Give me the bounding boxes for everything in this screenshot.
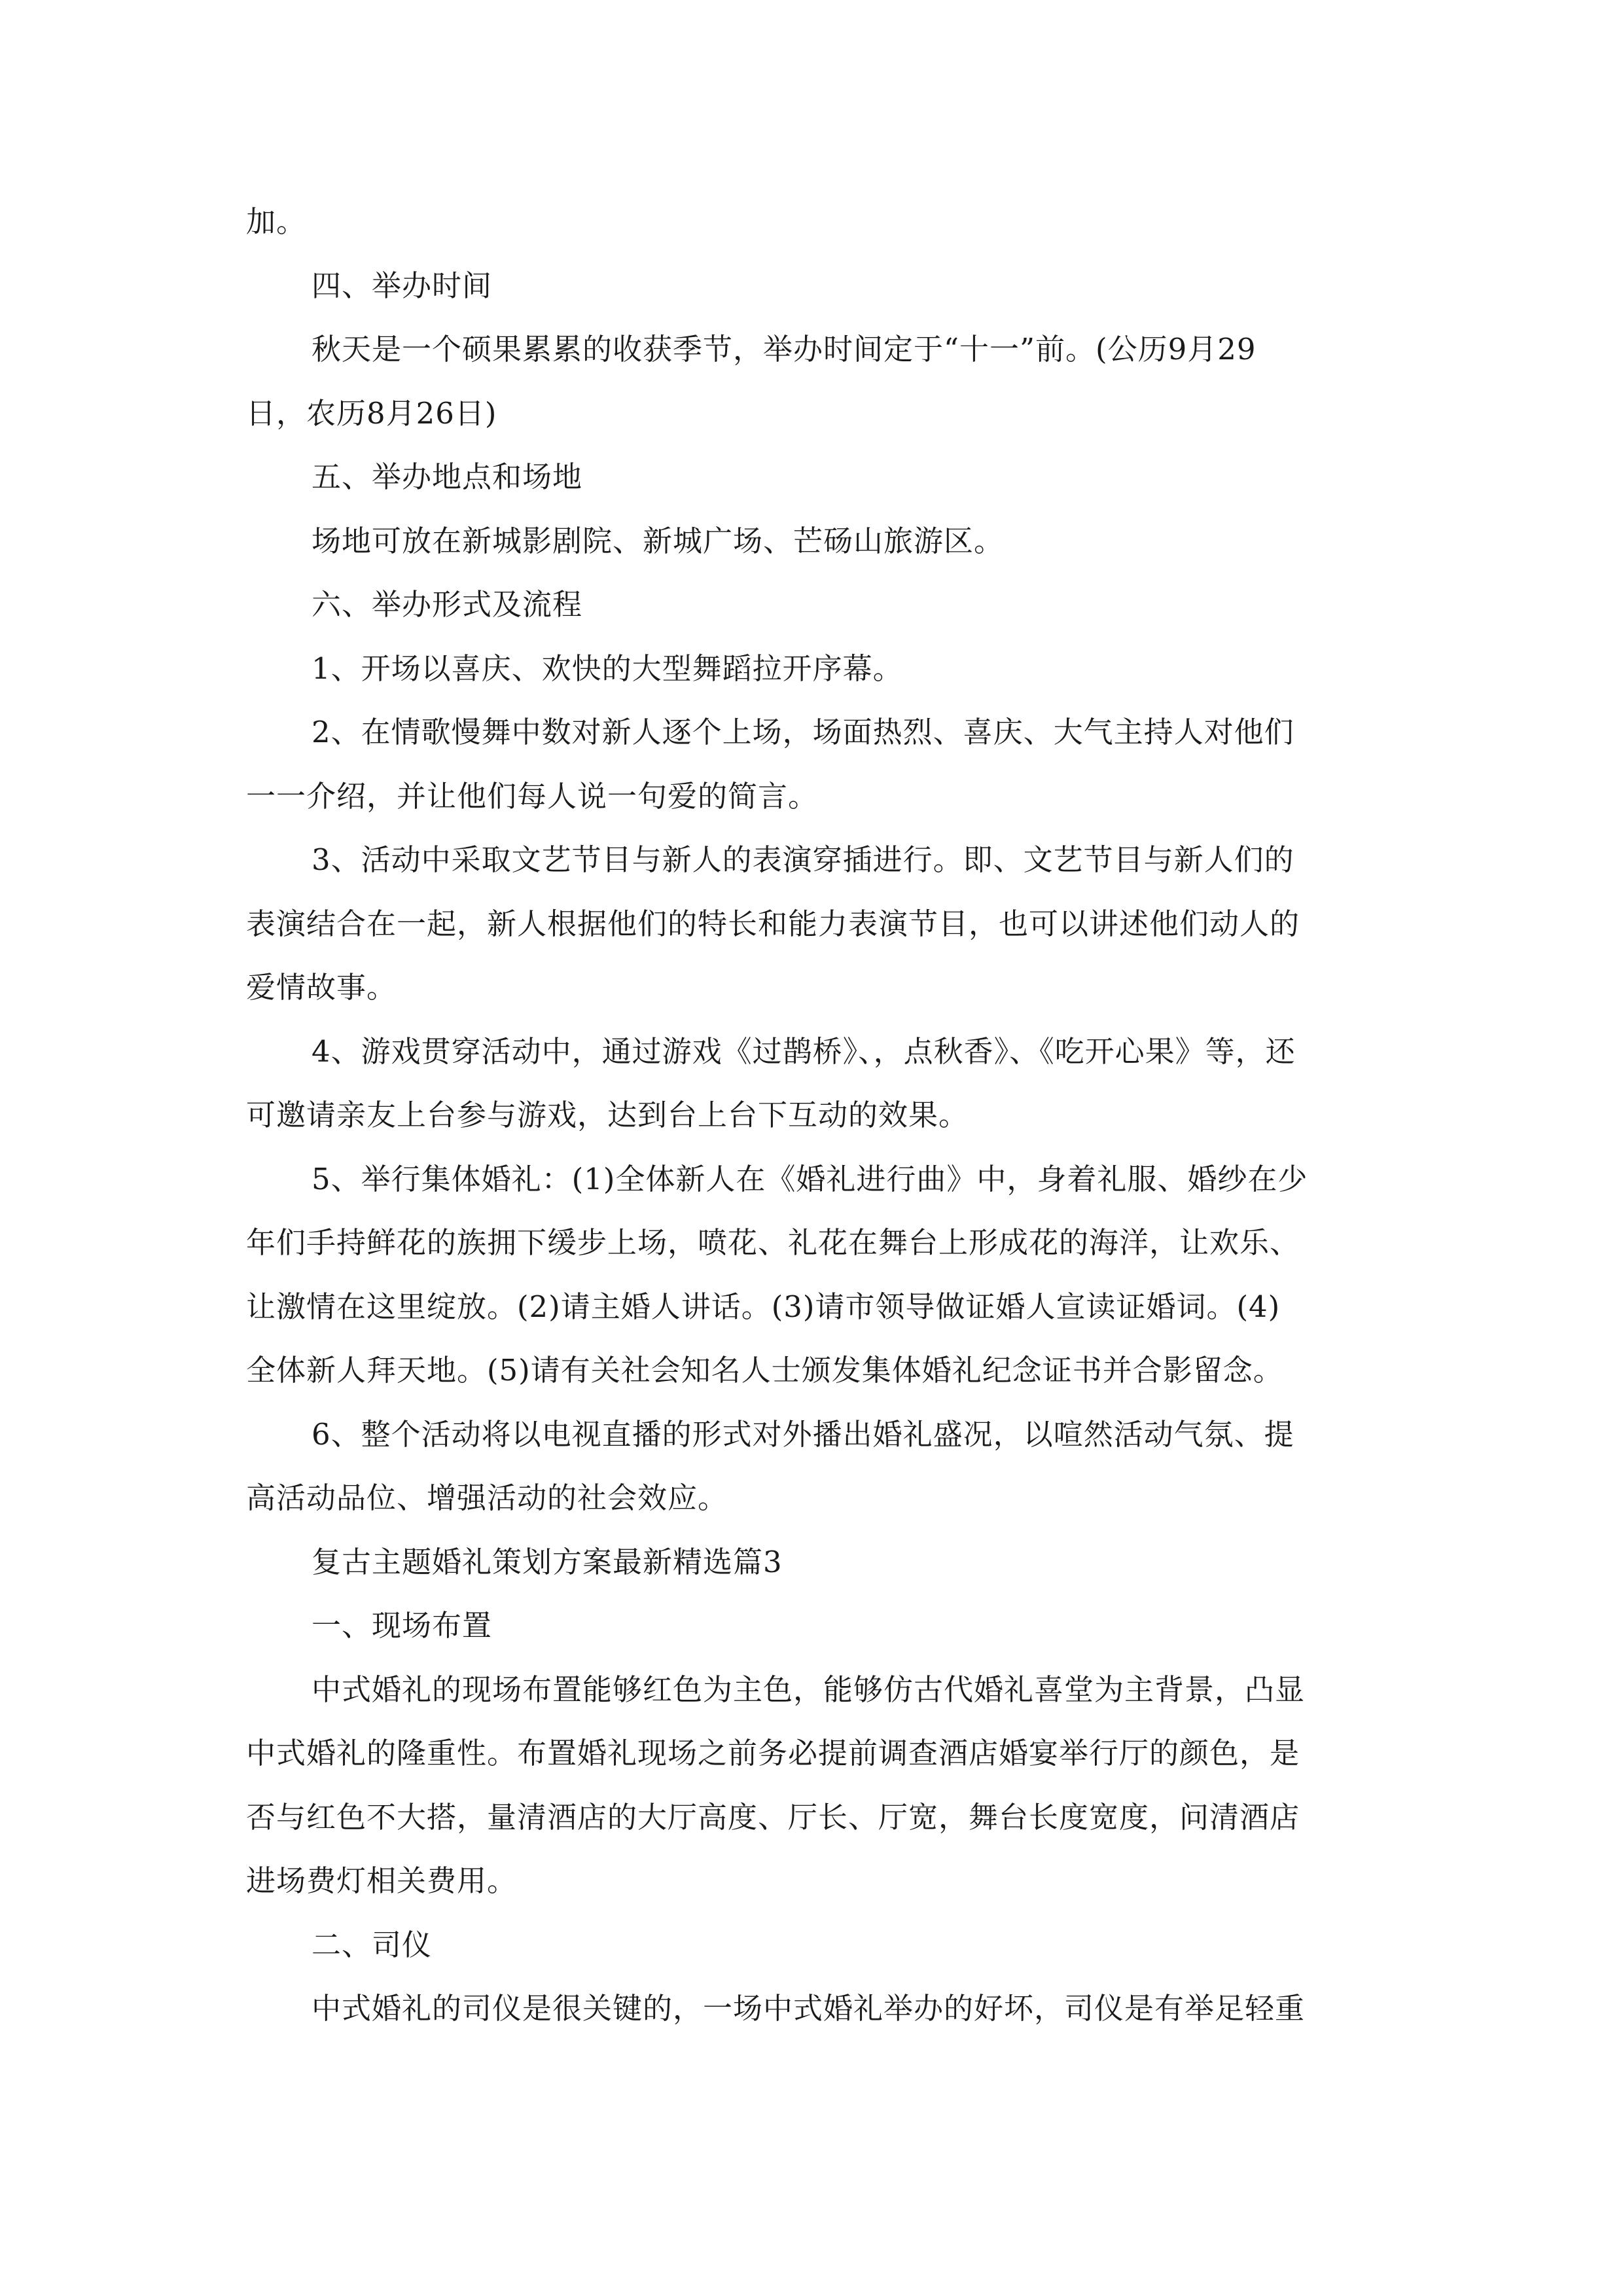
text-line: 日，农历8月26日) xyxy=(246,395,497,431)
section-heading: 六、举办形式及流程 xyxy=(312,587,583,622)
text-line: 秋天是一个硕果累累的收获季节，举办时间定于“十一”前。(公历9月29 xyxy=(312,332,1257,367)
text-line: 4、游戏贯穿活动中，通过游戏《过鹊桥》、，点秋香》、《吃开心果》等，还 xyxy=(312,1033,1296,1069)
text-line: 否与红色不大搭，量清酒店的大厅高度、厅长、厅宽，舞台长度宽度，问清酒店 xyxy=(246,1799,1300,1835)
text-line: 中式婚礼的隆重性。布置婚礼现场之前务必提前调查酒店婚宴举行厅的颜色，是 xyxy=(246,1736,1300,1770)
text-line: 一一介绍，并让他们每人说一句爱的简言。 xyxy=(246,778,819,814)
text-line: 全体新人拜天地。(5)请有关社会知名人士颁发集体婚礼纪念证书并合影留念。 xyxy=(246,1353,1283,1388)
text-line: 让激情在这里绽放。(2)请主婚人讲话。(3)请市领导做证婚人宣读证婚词。(4) xyxy=(246,1289,1281,1324)
section-heading: 一、现场布置 xyxy=(312,1608,493,1643)
text-line: 可邀请亲友上台参与游戏，达到台上台下互动的效果。 xyxy=(246,1098,969,1132)
article-title: 复古主题婚礼策划方案最新精选篇3 xyxy=(312,1544,783,1579)
text-line: 场地可放在新城影剧院、新城广场、芒砀山旅游区。 xyxy=(312,523,1005,558)
section-heading: 四、举办时间 xyxy=(312,268,493,303)
section-heading: 五、举办地点和场地 xyxy=(312,459,583,494)
text-line: 中式婚礼的司仪是很关键的，一场中式婚礼举办的好坏，司仪是有举足轻重 xyxy=(312,1991,1306,2026)
text-line: 进场费灯相关费用。 xyxy=(246,1863,518,1898)
text-line: 3、活动中采取文艺节目与新人的表演穿插进行。即、文艺节目与新人们的 xyxy=(312,842,1294,877)
body-text xyxy=(246,190,1378,2041)
text-line: 高活动品位、增强活动的社会效应。 xyxy=(246,1480,728,1515)
text-line: 1、开场以喜庆、欢快的大型舞蹈拉开序幕。 xyxy=(312,651,903,686)
text-line: 年们手持鲜花的族拥下缓步上场，喷花、礼花在舞台上形成花的海洋，让欢乐、 xyxy=(246,1225,1300,1260)
text-line: 中式婚礼的现场布置能够红色为主色，能够仿古代婚礼喜堂为主背景，凸显 xyxy=(312,1672,1306,1707)
text-line: 加。 xyxy=(246,204,307,239)
text-line: 5、举行集体婚礼：(1)全体新人在《婚礼进行曲》中，身着礼服、婚纱在少 xyxy=(312,1161,1308,1196)
section-heading: 二、司仪 xyxy=(312,1927,433,1962)
text-line: 6、整个活动将以电视直播的形式对外播出婚礼盛况，以喧然活动气氛、提 xyxy=(312,1416,1294,1452)
text-line: 表演结合在一起，新人根据他们的特长和能力表演节目，也可以讲述他们动人的 xyxy=(246,906,1300,941)
text-line: 爱情故事。 xyxy=(246,970,397,1005)
text-line: 2、在情歌慢舞中数对新人逐个上场，场面热烈、喜庆、大气主持人对他们 xyxy=(312,715,1294,749)
